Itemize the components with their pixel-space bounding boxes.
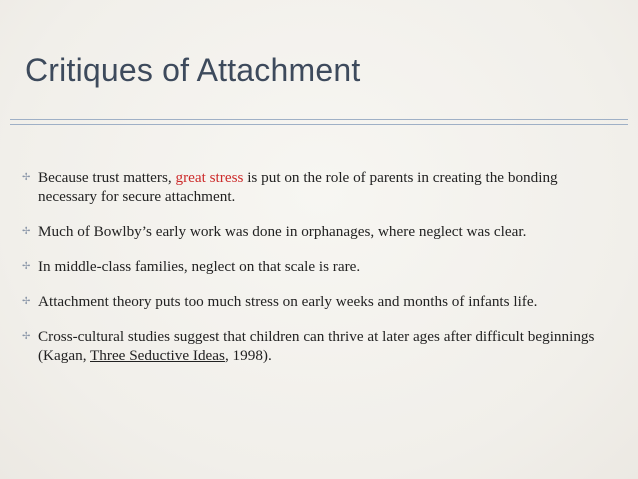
bullet-item: [22, 257, 618, 276]
bullet-marker-icon: ✢: [22, 331, 31, 342]
bullet-item: [22, 327, 618, 365]
bullet-marker-icon: ✢: [22, 172, 31, 183]
title-divider-bottom: [10, 124, 628, 125]
bullet-text: Much of Bowlby’s early work was done in orphanages, where neglect was clear.: [38, 223, 527, 240]
highlight-text: great stress: [175, 169, 244, 186]
bullet-text: Because trust matters,: [38, 169, 176, 186]
book-title-text: Three Seductive Ideas: [90, 347, 225, 364]
title-divider-top: [10, 119, 628, 120]
bullet-text: Cross-cultural studies suggest that children can thrive at later ages after difficult beginnings (Kagan,: [38, 328, 595, 364]
bullet-text: is put on the role of parents in creating the bonding necessary for secure attachment.: [38, 169, 558, 205]
bullet-marker-icon: ✢: [22, 261, 31, 272]
bullet-list: [22, 168, 618, 381]
slide-title: Critiques of Attachment: [25, 52, 361, 88]
bullet-marker-icon: ✢: [22, 296, 31, 307]
bullet-text: , 1998).: [224, 347, 272, 364]
bullet-item: [22, 292, 618, 311]
bullet-marker-icon: ✢: [22, 226, 31, 237]
bullet-text: In middle-class families, neglect on that scale is rare.: [38, 258, 361, 275]
bullet-text: Attachment theory puts too much stress on early weeks and months of infants life.: [38, 293, 538, 310]
bullet-item: [22, 168, 618, 206]
bullet-item: [22, 222, 618, 241]
